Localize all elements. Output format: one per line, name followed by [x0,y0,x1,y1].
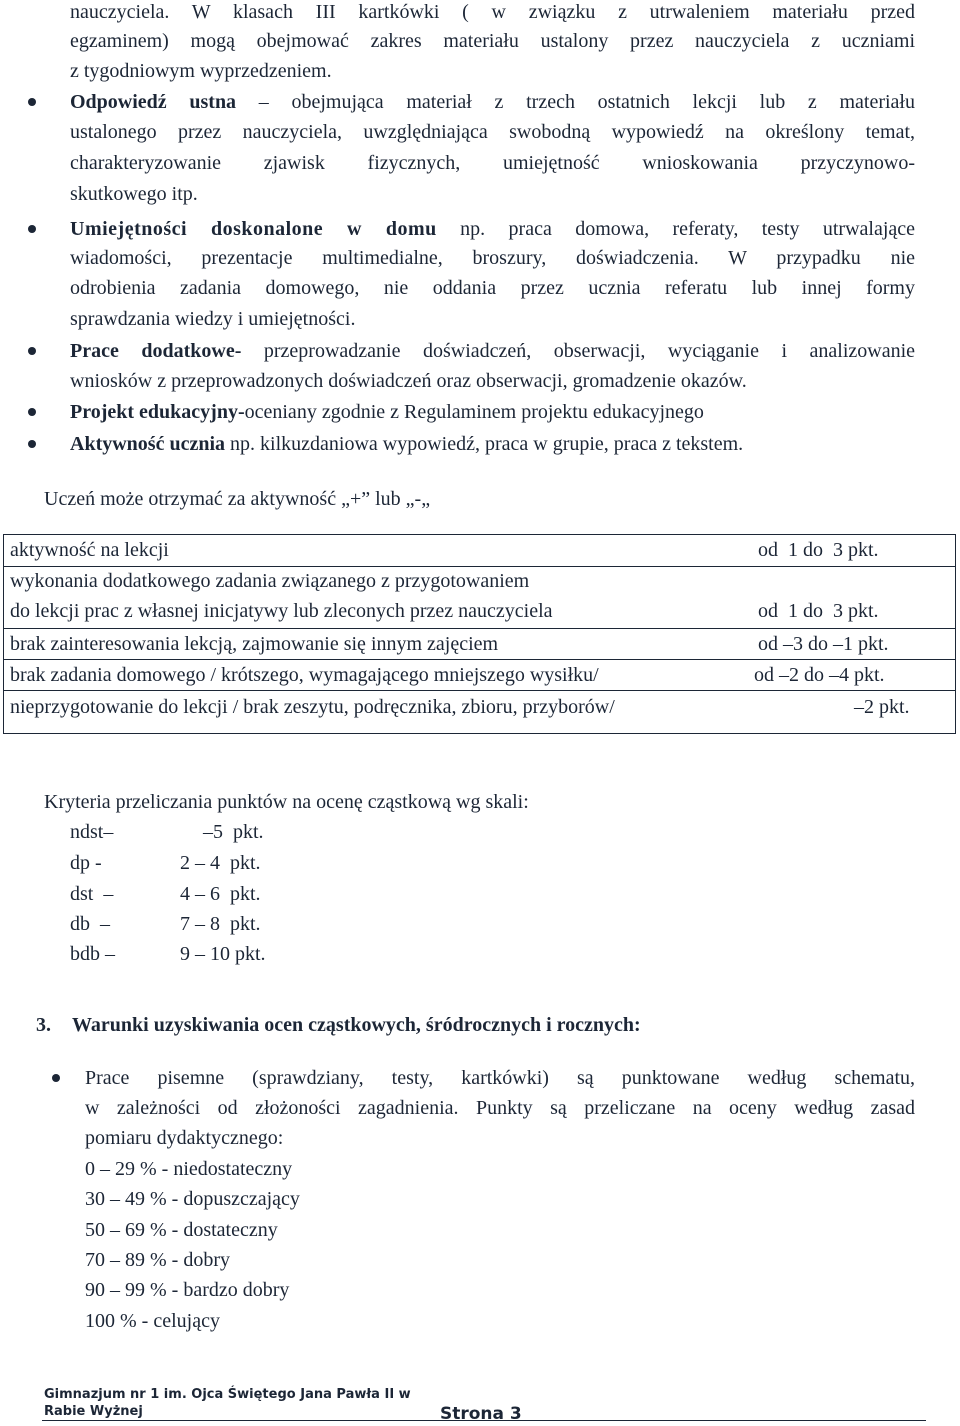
grading-scale-item: 30 – 49 % - dopuszczający [85,1188,300,1210]
bullet-2-line-2: wiadomości, prezentacje multimedialne, broszury, doświadczenia. W przypadku nie [70,247,915,269]
bullet-4-rest: oceniany zgodnie z Regulaminem projektu edukacyjnego [244,401,704,423]
table-row-1-points: od 1 do 3 pkt. [758,539,879,561]
section-3-title: Warunki uzyskiwania ocen cząstkowych, śródrocznych i rocznych: [72,1014,641,1036]
table-row-4-text: brak zainteresowania lekcją, zajmowanie się innym zajęciem [10,633,499,655]
intro-line-3: z tygodniowym wyprzedzeniem. [70,60,332,82]
criteria-range: 7 – 8 pkt. [180,913,261,935]
table-divider [3,690,956,691]
bullet-3-line-1 [70,339,915,363]
table-row-1-text: aktywność na lekcji [10,539,169,561]
bullet-1-line-4: skutkowego itp. [70,183,198,205]
bullet-3-line-2: wniosków z przeprowadzonych doświadczeń oraz obserwacji, gromadzenie okazów. [70,370,747,392]
footer-page-number: Strona 3 [440,1404,522,1424]
bullet-icon [28,440,36,448]
grading-scale-item: 90 – 99 % - bardzo dobry [85,1279,290,1301]
table-row-5-text: brak zadania domowego / krótszego, wymagającego mniejszego wysiłku/ [10,664,599,686]
criteria-grade: db – [70,913,110,935]
bullet-4-title: Projekt edukacyjny- [70,401,245,423]
bullet-1-title: Odpowiedź ustna [70,91,237,113]
criteria-grade: ndst– [70,821,114,843]
bullet-2-line-1 [70,217,915,241]
grading-scale-item: 70 – 89 % - dobry [85,1249,230,1271]
footer-school-line-1: Gimnazjum nr 1 im. Ojca Świętego Jana Pawła II w [44,1387,411,1402]
bullet-3-rest: przeprowadzanie doświadczeń, obserwacji, wyciąganie i analizowanie [263,340,916,362]
criteria-title: Kryteria przeliczania punktów na ocenę cząstkową wg skali: [44,791,529,813]
criteria-grade: bdb – [70,943,115,965]
intro-line-2: egzaminem) mogą obejmować zakres materiału ustalony przez nauczyciela z uczniami [70,30,915,52]
bullet-1-line-3: charakteryzowanie zjawisk fizycznych, umiejętność wnioskowania przyczynowo- [70,152,915,174]
criteria-grade: dp - [70,852,102,874]
criteria-range: 2 – 4 pkt. [180,852,261,874]
bullet-3-title: Prace dodatkowe- [70,340,242,362]
table-row-3-points: od 1 do 3 pkt. [758,600,879,622]
bullet-1-line-2: ustalonego przez nauczyciela, uwzględniająca swobodną wypowiedź na określony temat, [70,121,915,143]
bullet-2-line-3: odrobienia zadania domowego, nie oddania przez ucznia referatu lub innej formy [70,277,915,299]
intro-line-1: nauczyciela. W klasach III kartkówki ( w związku z utrwaleniem materiału przed [70,1,915,23]
grading-scale-item: 50 – 69 % - dostateczny [85,1219,278,1241]
bullet-icon [28,408,36,416]
table-row-3-text: do lekcji prac z własnej inicjatywy lub zleconych przez nauczyciela [10,600,553,622]
bullet-icon [52,1074,60,1082]
grading-scale-item: 0 – 29 % - niedostateczny [85,1158,293,1180]
criteria-range: 4 – 6 pkt. [180,883,261,905]
criteria-range: –5 pkt. [203,821,264,843]
bullet-icon [28,347,36,355]
criteria-range: 9 – 10 pkt. [180,943,266,965]
bullet-5-title: Aktywność ucznia [70,433,226,455]
section-3-line-1: Prace pisemne (sprawdziany, testy, kartkówki) są punktowane według schematu, [85,1067,915,1089]
footer-school-line-2: Rabie Wyżnej [44,1404,143,1419]
table-row-5-points: od –2 do –4 pkt. [754,664,885,686]
bullet-1-rest: – obejmująca materiał z trzech ostatnich lekcji lub z materiału [258,91,915,113]
table-row-4-points: od –3 do –1 pkt. [758,633,889,655]
bullet-icon [28,98,36,106]
section-3-line-2: w zależności od złożoności zagadnienia. Punkty są przeliczane na oceny według zasad [85,1097,915,1119]
bullet-2-title: Umiejętności doskonalone w domu [70,218,437,240]
table-divider [3,566,956,567]
table-divider [3,628,956,629]
grading-scale-item: 100 % - celujący [85,1310,220,1332]
bullet-2-line-4: sprawdzania wiedzy i umiejętności. [70,308,356,330]
table-row-2-text: wykonania dodatkowego zadania związanego z przygotowaniem [10,570,530,592]
section-3-line-3: pomiaru dydaktycznego: [85,1127,284,1149]
table-row-6-text: nieprzygotowanie do lekcji / brak zeszytu, podręcznika, zbioru, przyborów/ [10,696,615,718]
activity-intro: Uczeń może otrzymać za aktywność „+” lub „-„ [44,488,431,510]
bullet-1-line-1 [70,90,915,114]
bullet-5-rest: np. kilkuzdaniowa wypowiedź, praca w grupie, praca z tekstem. [230,433,744,455]
section-3-number: 3. [36,1014,51,1036]
bullet-4-line-1 [70,400,704,424]
bullet-5-line-1 [70,432,743,456]
footer-rule [42,1420,926,1421]
table-divider [3,659,956,660]
bullet-2-rest: np. praca domowa, referaty, testy utrwalające [460,218,916,240]
table-row-6-points: –2 pkt. [854,696,910,718]
criteria-grade: dst – [70,883,114,905]
bullet-icon [28,225,36,233]
